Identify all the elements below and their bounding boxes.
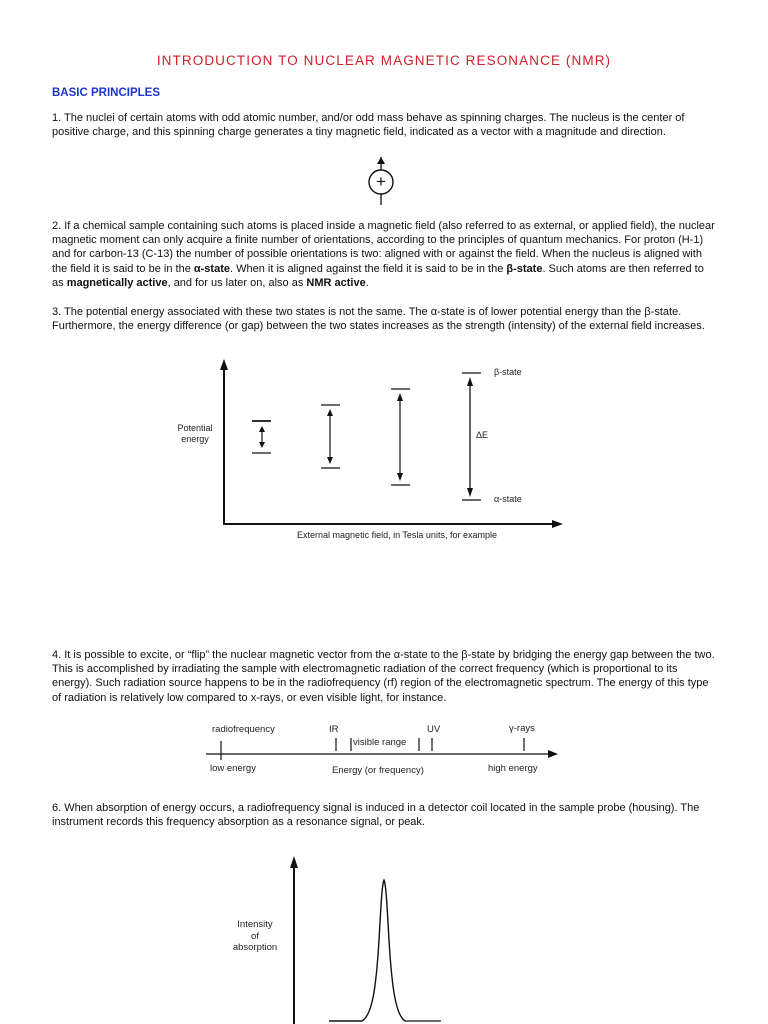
uv-label: UV (427, 724, 441, 735)
paragraph-1: 1. The nuclei of certain atoms with odd atomic number, and/or odd mass behave as spinning charges. The nucleus is the center of positive charge, and this spinning charge generates a tiny magnetic field, indicated as a vector with a magnitude and direction. (52, 112, 685, 139)
paragraph-6: 6. When absorption of energy occurs, a radiofrequency signal is induced in a detector coil located in the sample probe (housing). The instrument records this frequency absorption as a resonance signal, or peak. (52, 802, 700, 829)
potential-energy-label: Potential energy (177, 423, 213, 444)
paragraph-4: 4. It is possible to excite, or “flip” the nuclear magnetic vector from the α-state to the β-state by bridging the energy gap between the two. This is accomplished by irradiating the sample with electromagnetic radiation of the correct frequency (which is proportional to its energy). Such radiation source happens to be in the radiofrequency (rf) region of the electromagnetic spectrum. The energy of this type of radiation is relatively low compared to x-rays, or even visible light, for instance. (52, 649, 715, 704)
beta-state-label: β-state (494, 367, 522, 377)
alpha-state-term: α-state (193, 262, 230, 275)
page-title: INTRODUCTION TO NUCLEAR MAGNETIC RESONANCE (NMR) (156, 53, 612, 68)
alpha-state-label: α-state (494, 494, 522, 504)
ir-label: IR (329, 724, 339, 735)
gamma-rays-label: γ-rays (509, 723, 535, 734)
intensity-label: Intensity of absorption (232, 919, 278, 953)
high-energy-label: high energy (488, 763, 538, 774)
section-heading: BASIC PRINCIPLES (52, 87, 160, 99)
x-axis-label: External magnetic field, in Tesla units, for example (297, 530, 497, 540)
radiofrequency-label: radiofrequency (212, 724, 275, 735)
absorption-peak-curve (362, 880, 405, 1021)
low-energy-label: low energy (210, 763, 256, 774)
energy-axis-label: Energy (or frequency) (332, 765, 424, 776)
nmr-active-term: NMR active (306, 276, 366, 289)
paragraph-3: 3. The potential energy associated with these two states is not the same. The α-state is of lower potential energy than the β-state. Furthermore, the energy difference (or gap) between the two states increases as the strength (intensity) of the external field increases. (52, 306, 705, 333)
plus-icon: + (376, 172, 386, 191)
paragraph-2: 2. If a chemical sample containing such atoms is placed inside a magnetic field (also referred to as external, or applied field), the nuclear magnetic moment can only acquire a finite number of orientations, according to the principles of quantum mechanics. For proton (H-1) and for carbon-13 (C-13) the number of possible orientations is two: aligned with or against the field. When the nucleus is aligned with the field it is said to be in the α-state. When it is aligned against the field it is said to be in the β-state. Such atoms are then referred to as magnetically active, and for us later on, also as NMR active. (52, 220, 715, 289)
delta-e-label: ΔE (476, 430, 489, 440)
visible-range-label: visible range (353, 737, 407, 748)
magnetically-active-term: magnetically active (66, 276, 168, 289)
beta-state-term: β-state (506, 262, 543, 275)
